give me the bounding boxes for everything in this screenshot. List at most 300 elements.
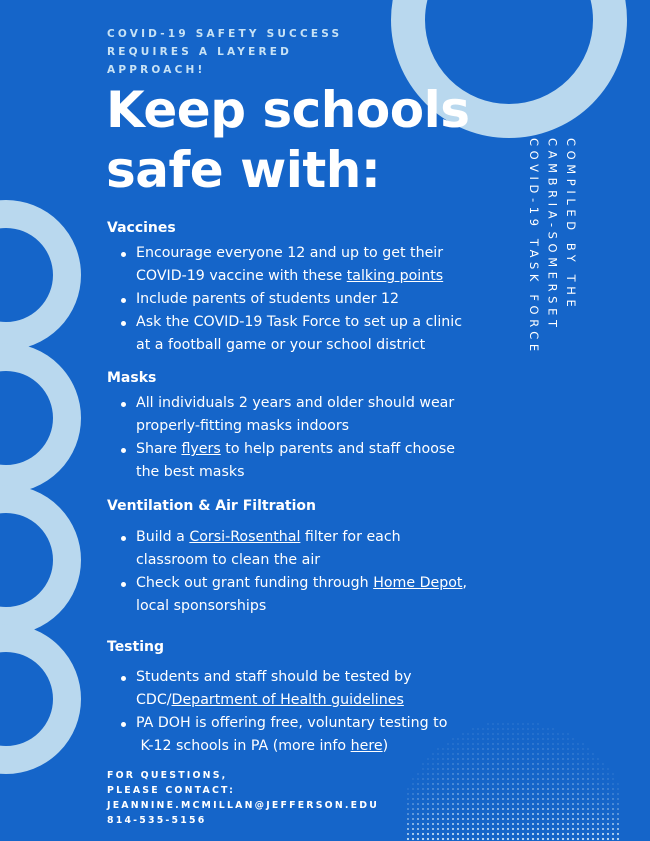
decor-dot [532, 763, 533, 764]
list-item-text: Build a [136, 529, 190, 545]
decor-dot [487, 763, 488, 764]
decor-dot [432, 768, 433, 769]
decor-dot [482, 828, 484, 830]
list-item-text: ) [382, 738, 389, 754]
decor-dot [607, 803, 609, 805]
decor-dot [573, 744, 574, 745]
decor-dot [432, 818, 434, 820]
list-item-text: Ask the COVID-19 Task Force to set up a clinic [136, 314, 463, 330]
decor-dot [607, 808, 609, 810]
decor-dot [437, 833, 439, 835]
decor-dot [497, 823, 499, 825]
decor-dot [582, 778, 583, 779]
decor-dot [582, 788, 584, 790]
decor-dot [537, 788, 539, 790]
decor-dot [467, 803, 469, 805]
talking-points-link[interactable]: talking points [346, 268, 444, 284]
decor-dot [462, 768, 463, 769]
decor-dot [557, 818, 559, 820]
decor-dot [407, 803, 408, 804]
decor-dot [557, 833, 559, 835]
decor-dot [602, 798, 604, 800]
decor-dot [563, 734, 564, 735]
decor-dot [577, 818, 579, 820]
decor-dot [507, 793, 509, 795]
decor-dot [477, 743, 478, 744]
decor-dot [482, 743, 483, 744]
decor-dot [477, 763, 478, 764]
decor-dot [602, 808, 604, 810]
decor-dot [467, 748, 468, 749]
decor-dot [437, 813, 439, 815]
decor-dot [547, 753, 548, 754]
list-item-text: All individuals 2 years and older should wear [136, 395, 455, 411]
decor-dot [557, 828, 559, 830]
decor-dot [527, 763, 528, 764]
decor-dot [502, 773, 504, 775]
decor-dot [578, 744, 579, 745]
list-item-text: PA DOH is offering free, voluntary testing to [136, 715, 448, 731]
decor-dot [497, 838, 499, 840]
decor-dot [597, 763, 598, 764]
decor-dot [617, 808, 619, 810]
decor-dot [522, 758, 523, 759]
decor-dot [448, 744, 449, 745]
decor-dot [562, 818, 564, 820]
decor-dot [417, 808, 419, 810]
decor-dot [433, 754, 434, 755]
decor-dot [482, 773, 484, 775]
decor-dot [502, 838, 504, 840]
decor-dot [562, 778, 564, 780]
decor-dot [517, 823, 519, 825]
decor-dot [417, 818, 419, 820]
decor-dot [422, 798, 424, 800]
decor-dot [492, 743, 493, 744]
decor-dot [457, 833, 459, 835]
flyers-link[interactable]: flyers [181, 441, 221, 457]
decor-dot [582, 828, 584, 830]
decor-dot [562, 823, 564, 825]
credit-line: COMPILED BY THE [564, 138, 578, 312]
decor-dot [532, 823, 534, 825]
decor-dot [407, 793, 408, 794]
decor-dot [497, 793, 499, 795]
decor-dot [487, 823, 489, 825]
decor-dot [617, 798, 618, 799]
decor-dot [457, 778, 458, 779]
decor-dot [547, 788, 549, 790]
decor-dot [562, 773, 563, 774]
decor-dot [517, 798, 519, 800]
decor-dot [517, 803, 519, 805]
decor-dot [582, 793, 584, 795]
list-item-text: K-12 schools in PA (more info [136, 738, 351, 754]
section-ventilation [107, 496, 467, 618]
health-guidelines-link[interactable]: Department of Health guidelines [171, 692, 404, 708]
decor-dot [447, 793, 449, 795]
decor-dot [462, 833, 464, 835]
decor-dot [567, 758, 568, 759]
decor-dot [502, 833, 504, 835]
more-info-link[interactable]: here [350, 738, 383, 754]
decor-dot [472, 823, 474, 825]
decor-dot [562, 763, 563, 764]
list-item [136, 392, 455, 438]
decor-dot [437, 758, 438, 759]
decor-dot [492, 813, 494, 815]
decor-dot [562, 833, 564, 835]
decor-dot [487, 818, 489, 820]
decor-dot [532, 833, 534, 835]
decor-dot [477, 818, 479, 820]
decor-dot [442, 773, 443, 774]
decor-dot [427, 808, 429, 810]
decor-dot [492, 828, 494, 830]
decor-dot [567, 823, 569, 825]
decor-dot [542, 783, 544, 785]
decor-dot [512, 823, 514, 825]
decor-dot [552, 768, 553, 769]
decor-dot [587, 803, 589, 805]
list-item-text: classroom to clean the air [136, 552, 321, 568]
decor-dot [527, 778, 529, 780]
decor-dot [467, 818, 469, 820]
decor-dot [537, 743, 538, 744]
list-item [136, 572, 467, 618]
contact-email[interactable]: JEANNINE.MCMILLAN@JEFFERSON.EDU [107, 800, 380, 811]
decor-dot [567, 748, 568, 749]
decor-dot [502, 798, 504, 800]
decor-dot [592, 793, 594, 795]
decor-dot [537, 733, 538, 734]
decor-dot [412, 838, 414, 840]
decorative-ring-left-1 [0, 200, 81, 350]
decor-dot [437, 808, 439, 810]
decor-dot [437, 793, 439, 795]
decor-dot [472, 768, 473, 769]
decor-dot [597, 838, 599, 840]
decor-dot [472, 788, 474, 790]
decor-dot [422, 828, 424, 830]
decor-dot [493, 729, 494, 730]
decor-dot [507, 778, 509, 780]
decor-dot [507, 818, 509, 820]
list-item-text: at a football game or your school district [136, 337, 426, 353]
decor-dot [582, 773, 583, 774]
decor-dot [477, 738, 478, 739]
decor-dot [492, 823, 494, 825]
decor-dot [472, 813, 474, 815]
decor-dot [602, 783, 603, 784]
decor-dot [487, 833, 489, 835]
decor-dot [482, 793, 484, 795]
decor-dot [527, 803, 529, 805]
decor-dot [597, 808, 599, 810]
decor-dot [442, 813, 444, 815]
decor-dot [592, 788, 594, 790]
decor-dot [612, 798, 613, 799]
decor-dot [617, 828, 619, 830]
decor-dot [442, 783, 443, 784]
decor-dot [497, 733, 498, 734]
decor-dot [462, 813, 464, 815]
decor-dot [577, 758, 578, 759]
decor-dot [552, 753, 553, 754]
decor-dot [497, 773, 499, 775]
list-item [136, 438, 455, 484]
decor-dot [612, 783, 613, 784]
decor-dot [457, 763, 458, 764]
decor-dot [487, 733, 488, 734]
decor-dot [413, 779, 414, 780]
decor-dot [598, 759, 599, 760]
decor-dot [487, 748, 488, 749]
decor-dot [607, 783, 608, 784]
decor-dot [462, 783, 464, 785]
decor-dot [592, 768, 593, 769]
decor-dot [612, 828, 614, 830]
list-item [136, 242, 462, 288]
decor-dot [558, 734, 559, 735]
decor-dot [552, 813, 554, 815]
decor-dot [557, 838, 559, 840]
decor-dot [492, 738, 493, 739]
decor-dot [557, 783, 559, 785]
decor-dot [497, 818, 499, 820]
decor-dot [582, 783, 583, 784]
decor-dot [503, 724, 504, 725]
decor-dot [562, 793, 564, 795]
list-item-text: filter for each [300, 529, 401, 545]
decor-dot [432, 798, 434, 800]
decor-dot [502, 738, 503, 739]
decor-dot [583, 744, 584, 745]
home-depot-link[interactable]: Home Depot [373, 575, 463, 591]
decor-dot [492, 748, 493, 749]
decor-dot [422, 778, 423, 779]
decor-dot [442, 823, 444, 825]
decor-dot [552, 748, 553, 749]
decor-dot [492, 788, 494, 790]
decor-dot [437, 783, 438, 784]
decor-dot [537, 758, 538, 759]
decor-dot [592, 773, 593, 774]
decor-dot [557, 823, 559, 825]
decor-dot [592, 813, 594, 815]
page-title [106, 80, 469, 200]
decor-dot [507, 828, 509, 830]
decor-dot [462, 803, 464, 805]
decor-dot [557, 798, 559, 800]
decor-dot [592, 763, 593, 764]
decor-dot [557, 748, 558, 749]
decor-dot [582, 818, 584, 820]
list-item-text: Share [136, 441, 182, 457]
decor-dot [587, 808, 589, 810]
decor-dot [572, 758, 573, 759]
decor-dot [457, 803, 459, 805]
decor-dot [487, 743, 488, 744]
decor-dot [512, 788, 514, 790]
decor-dot [483, 734, 484, 735]
decor-dot [587, 838, 589, 840]
decor-dot [527, 838, 529, 840]
decor-dot [498, 729, 499, 730]
decor-dot [532, 773, 534, 775]
decor-dot [602, 813, 604, 815]
decor-dot [437, 798, 439, 800]
decor-dot [497, 808, 499, 810]
decor-dot [512, 733, 513, 734]
decor-dot [497, 778, 499, 780]
decor-dot [577, 803, 579, 805]
decor-dot [582, 768, 583, 769]
decor-dot [482, 803, 484, 805]
decor-dot [552, 808, 554, 810]
decor-dot [487, 803, 489, 805]
decor-dot [577, 808, 579, 810]
credit-line: CAMBRIA-SOMERSET [545, 138, 560, 332]
decor-dot [572, 763, 573, 764]
decor-dot [462, 743, 463, 744]
corsi-rosenthal-link[interactable]: Corsi-Rosenthal [189, 529, 301, 545]
decor-dot [553, 729, 554, 730]
decor-dot [502, 793, 504, 795]
decor-dot [442, 828, 444, 830]
decor-dot [492, 763, 493, 764]
decor-dot [412, 803, 414, 805]
decor-dot [497, 753, 498, 754]
decor-dot [527, 798, 529, 800]
decor-dot [447, 803, 449, 805]
decor-dot [482, 798, 484, 800]
decor-dot [492, 758, 493, 759]
decor-dot [452, 833, 454, 835]
decor-dot [592, 823, 594, 825]
decor-dot [462, 823, 464, 825]
decor-dot [587, 813, 589, 815]
decor-dot [582, 803, 584, 805]
list-item-text: CDC/ [136, 692, 172, 708]
decor-dot [412, 788, 413, 789]
decor-dot [482, 738, 483, 739]
decor-dot [487, 738, 488, 739]
decor-dot [412, 823, 414, 825]
decor-dot [442, 818, 444, 820]
decor-dot [432, 783, 433, 784]
decor-dot [532, 813, 534, 815]
decor-dot [567, 783, 569, 785]
decor-dot [472, 818, 474, 820]
decor-dot [552, 833, 554, 835]
kicker-line: COVID-19 SAFETY SUCCESS [107, 28, 343, 40]
decor-dot [502, 783, 504, 785]
decor-dot [427, 763, 428, 764]
decor-dot [577, 778, 578, 779]
decor-dot [613, 774, 614, 775]
decor-dot [417, 813, 419, 815]
decor-dot [507, 823, 509, 825]
decor-dot [567, 838, 569, 840]
decor-dot [422, 808, 424, 810]
decor-dot [577, 788, 579, 790]
decor-dot [612, 778, 613, 779]
decor-dot [557, 753, 558, 754]
decor-dot [532, 783, 534, 785]
dot-pattern-decoration [404, 710, 624, 841]
decor-dot [482, 763, 483, 764]
decor-dot [457, 838, 459, 840]
decor-dot [557, 813, 559, 815]
decor-dot [432, 808, 434, 810]
decor-dot [612, 788, 613, 789]
decor-dot [582, 833, 584, 835]
decor-dot [487, 828, 489, 830]
decor-dot [457, 748, 458, 749]
decor-dot [547, 768, 548, 769]
decor-dot [437, 773, 438, 774]
list-item [136, 526, 467, 572]
decor-dot [562, 788, 564, 790]
decor-dot [577, 813, 579, 815]
decor-dot [517, 793, 519, 795]
decor-dot [612, 808, 614, 810]
decor-dot [472, 838, 474, 840]
decor-dot [577, 783, 579, 785]
decor-dot [462, 763, 463, 764]
decor-dot [457, 818, 459, 820]
decor-dot [452, 778, 453, 779]
decor-dot [592, 798, 594, 800]
decor-dot [418, 774, 419, 775]
decor-dot [592, 783, 593, 784]
decor-dot [422, 813, 424, 815]
decor-dot [442, 768, 443, 769]
decor-dot [567, 818, 569, 820]
decor-dot [478, 729, 479, 730]
decor-dot [608, 769, 609, 770]
decor-dot [422, 788, 423, 789]
decor-dot [597, 823, 599, 825]
decor-dot [562, 753, 563, 754]
list-item [136, 288, 462, 311]
decor-dot [422, 793, 423, 794]
decor-dot [487, 808, 489, 810]
decor-dot [537, 773, 539, 775]
decor-dot [427, 788, 428, 789]
decor-dot [557, 738, 558, 739]
decor-dot [442, 763, 443, 764]
decor-dot [487, 813, 489, 815]
decor-dot [597, 783, 598, 784]
decor-dot [462, 778, 464, 780]
decor-dot [562, 758, 563, 759]
decor-dot [462, 818, 464, 820]
decor-dot [552, 783, 554, 785]
decor-dot [407, 818, 409, 820]
decor-dot [412, 793, 413, 794]
decor-dot [422, 768, 423, 769]
decor-dot [452, 758, 453, 759]
decor-dot [482, 753, 483, 754]
decor-dot [617, 803, 618, 804]
decor-dot [488, 724, 489, 725]
decor-dot [568, 734, 569, 735]
decor-dot [532, 758, 533, 759]
decor-dot [512, 758, 513, 759]
decor-dot [452, 783, 454, 785]
